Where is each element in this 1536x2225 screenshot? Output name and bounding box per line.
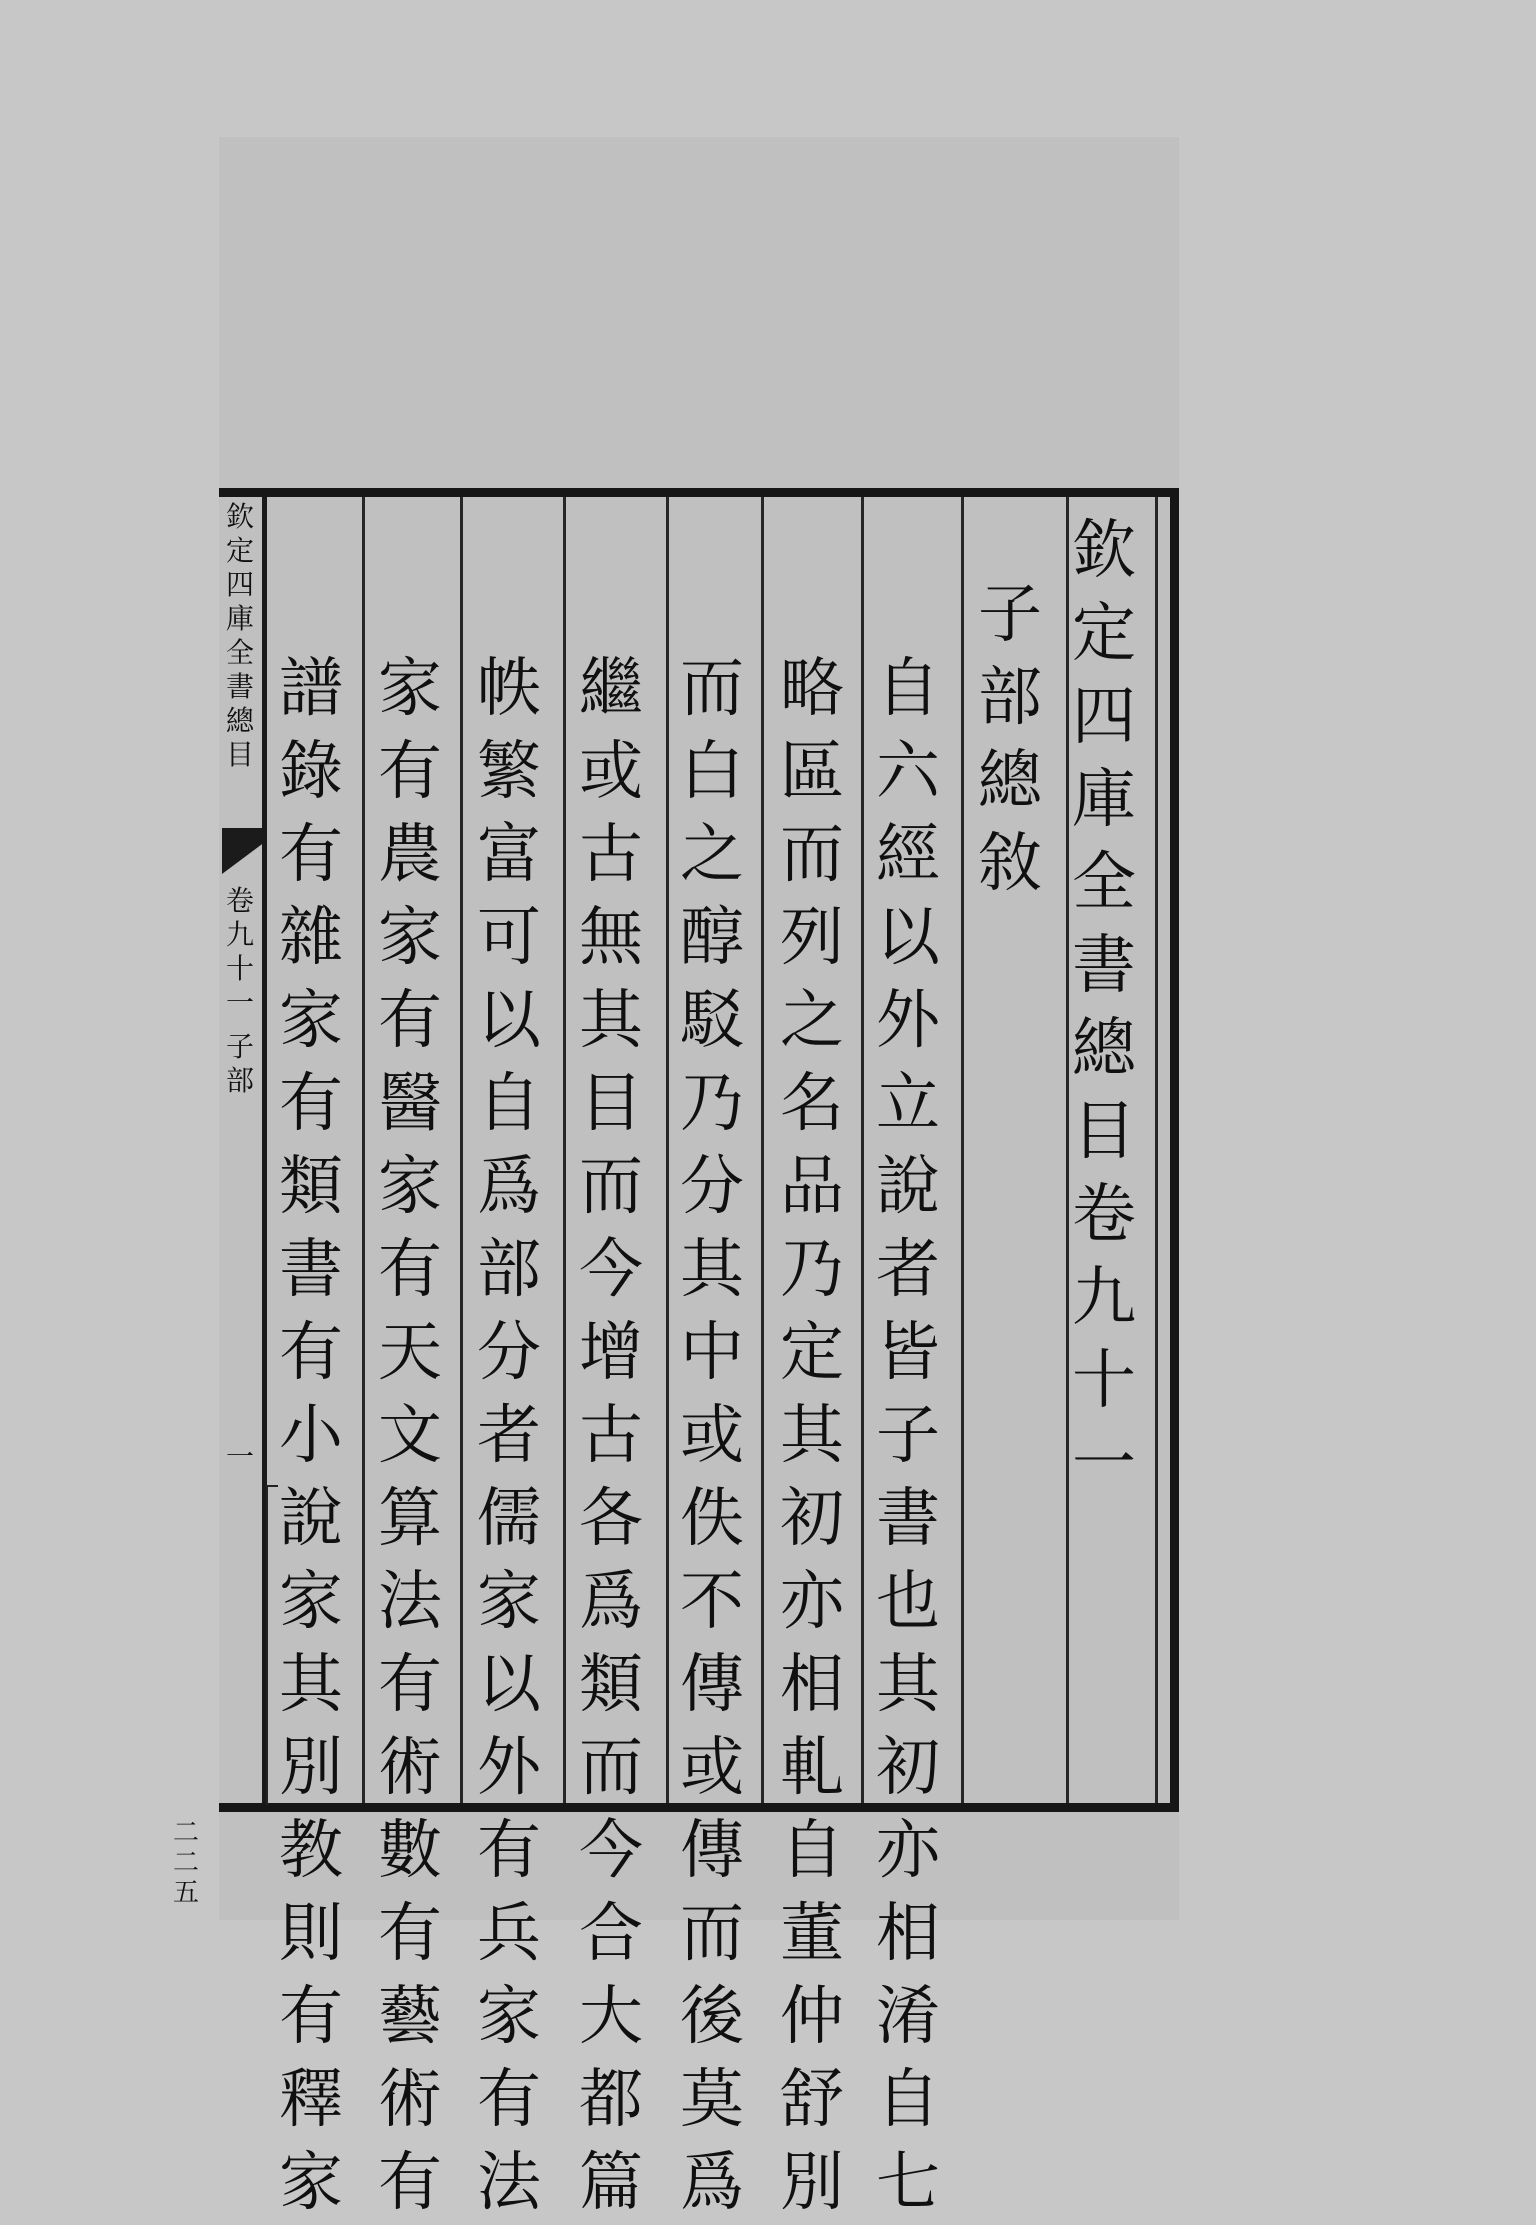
- glyph: 繼: [579, 652, 643, 726]
- glyph: 定: [780, 1316, 844, 1390]
- glyph: 有: [477, 2063, 541, 2137]
- glyph: 分: [477, 1316, 541, 1390]
- glyph: 其: [876, 1648, 940, 1722]
- glyph: 則: [279, 1897, 343, 1971]
- glyph: 莫: [680, 2063, 744, 2137]
- glyph: 卷: [1072, 1178, 1136, 1252]
- glyph: 而: [579, 1731, 643, 1805]
- body-text-column: [271, 648, 351, 2225]
- column-rule: [362, 497, 365, 1803]
- glyph: 九: [1072, 1261, 1136, 1335]
- column-rule: [961, 497, 964, 1803]
- glyph: 無: [579, 901, 643, 975]
- glyph: 初: [780, 1482, 844, 1556]
- body-text-column: [370, 648, 450, 2225]
- glyph: 舒: [780, 2063, 844, 2137]
- glyph: 相: [876, 1897, 940, 1971]
- glyph: 皆: [876, 1316, 940, 1390]
- glyph: 乃: [680, 1067, 744, 1141]
- body-text-column: [571, 648, 651, 2225]
- glyph: 部: [477, 1233, 541, 1307]
- glyph: 以: [876, 901, 940, 975]
- glyph: 目: [579, 1067, 643, 1141]
- glyph: 初: [876, 1731, 940, 1805]
- glyph: 書: [1072, 929, 1136, 1003]
- glyph: 有: [378, 1233, 442, 1307]
- column-rule: [761, 497, 764, 1803]
- glyph: 或: [579, 735, 643, 809]
- glyph: 子: [225, 1030, 254, 1063]
- glyph: 有: [378, 1648, 442, 1722]
- glyph: 有: [279, 818, 343, 892]
- glyph: 爲: [680, 2146, 744, 2220]
- glyph: 而: [579, 1150, 643, 1224]
- margin-section-name: [220, 1030, 260, 1098]
- glyph: 傳: [680, 1648, 744, 1722]
- glyph: 仲: [780, 1980, 844, 2054]
- glyph: 家: [378, 652, 442, 726]
- glyph: 有: [378, 2146, 442, 2220]
- body-text-column: [672, 648, 752, 2225]
- glyph: 家: [279, 984, 343, 1058]
- glyph: 術: [378, 2063, 442, 2137]
- glyph: 兵: [477, 1897, 541, 1971]
- glyph: 之: [680, 818, 744, 892]
- glyph: 文: [378, 1399, 442, 1473]
- glyph: 合: [579, 1897, 643, 1971]
- glyph: 算: [378, 1482, 442, 1556]
- glyph: 十: [225, 952, 254, 985]
- glyph: 其: [579, 984, 643, 1058]
- glyph: 自: [876, 2063, 940, 2137]
- glyph: 爲: [579, 1565, 643, 1639]
- glyph: 駁: [680, 984, 744, 1058]
- glyph: 不: [680, 1565, 744, 1639]
- glyph: 繁: [477, 735, 541, 809]
- glyph: 家: [378, 1150, 442, 1224]
- glyph: 敘: [978, 827, 1042, 901]
- glyph: 目: [1072, 1095, 1136, 1169]
- glyph: 以: [477, 984, 541, 1058]
- glyph: 農: [378, 818, 442, 892]
- glyph: 立: [876, 1067, 940, 1141]
- glyph: 小: [279, 1399, 343, 1473]
- glyph: 說: [876, 1150, 940, 1224]
- glyph: 亦: [780, 1565, 844, 1639]
- glyph: 軋: [780, 1731, 844, 1805]
- glyph: 一: [1072, 1427, 1136, 1501]
- glyph: 醫: [378, 1067, 442, 1141]
- glyph: 一: [225, 986, 254, 1019]
- glyph: 區: [780, 735, 844, 809]
- glyph: 而: [780, 818, 844, 892]
- glyph: 乃: [780, 1233, 844, 1307]
- glyph: 二: [172, 1818, 199, 1848]
- glyph: 書: [279, 1233, 343, 1307]
- glyph: 今: [579, 1233, 643, 1307]
- glyph: 可: [477, 901, 541, 975]
- glyph: 釋: [279, 2063, 343, 2137]
- glyph: 列: [780, 901, 844, 975]
- glyph: 古: [579, 818, 643, 892]
- glyph: 古: [579, 1399, 643, 1473]
- glyph: 品: [780, 1150, 844, 1224]
- glyph: 其: [780, 1399, 844, 1473]
- glyph: 目: [225, 738, 254, 771]
- glyph: 錄: [279, 735, 343, 809]
- glyph: 定: [1072, 597, 1136, 671]
- glyph: 藝: [378, 1980, 442, 2054]
- glyph: 有: [279, 1316, 343, 1390]
- glyph: 篇: [579, 2146, 643, 2220]
- glyph: 之: [780, 984, 844, 1058]
- glyph: 庫: [225, 602, 254, 635]
- column-rule: [666, 497, 669, 1803]
- glyph: 天: [378, 1316, 442, 1390]
- glyph: 法: [477, 2146, 541, 2220]
- glyph: 五: [172, 1878, 199, 1908]
- glyph: 卷: [225, 884, 254, 917]
- glyph: 帙: [477, 652, 541, 726]
- glyph: 董: [780, 1897, 844, 1971]
- glyph: 自: [477, 1067, 541, 1141]
- margin-box: [266, 1485, 278, 1805]
- glyph: 都: [579, 2063, 643, 2137]
- glyph: 富: [477, 818, 541, 892]
- margin-leaf-number: [220, 1440, 260, 1474]
- glyph: 全: [1072, 846, 1136, 920]
- glyph: 各: [579, 1482, 643, 1556]
- glyph: 醇: [680, 901, 744, 975]
- column-rule: [460, 497, 463, 1803]
- glyph: 數: [378, 1814, 442, 1888]
- glyph: 法: [378, 1565, 442, 1639]
- glyph: 七: [876, 2146, 940, 2220]
- glyph: 家: [477, 1980, 541, 2054]
- glyph: 其: [680, 1233, 744, 1307]
- section-heading-column: [970, 574, 1050, 906]
- glyph: 中: [680, 1316, 744, 1390]
- glyph: 家: [279, 2146, 343, 2220]
- glyph: 家: [279, 1565, 343, 1639]
- glyph: 後: [680, 1980, 744, 2054]
- glyph: 有: [378, 984, 442, 1058]
- glyph: 或: [680, 1399, 744, 1473]
- glyph: 全: [225, 636, 254, 669]
- glyph: 佚: [680, 1482, 744, 1556]
- glyph: 雜: [279, 901, 343, 975]
- glyph: 有: [279, 1067, 343, 1141]
- glyph: 二: [172, 1848, 199, 1878]
- glyph: 別: [279, 1731, 343, 1805]
- glyph: 九: [225, 918, 254, 951]
- glyph: 欽: [1072, 514, 1136, 588]
- glyph: 部: [978, 661, 1042, 735]
- glyph: 家: [378, 901, 442, 975]
- glyph: 別: [780, 2146, 844, 2220]
- glyph: 外: [477, 1731, 541, 1805]
- glyph: 四: [1072, 680, 1136, 754]
- glyph: 書: [876, 1482, 940, 1556]
- margin-book-title: [220, 500, 260, 772]
- glyph: 類: [279, 1150, 343, 1224]
- body-text-column: [469, 648, 549, 2225]
- glyph: 總: [1072, 1012, 1136, 1086]
- column-rule: [861, 497, 864, 1803]
- glyph: 白: [680, 735, 744, 809]
- glyph: 自: [876, 652, 940, 726]
- glyph: 譜: [279, 652, 343, 726]
- glyph: 有: [477, 1814, 541, 1888]
- glyph: 總: [978, 744, 1042, 818]
- glyph: 有: [378, 735, 442, 809]
- glyph: 傳: [680, 1814, 744, 1888]
- glyph: 淆: [876, 1980, 940, 2054]
- glyph: 子: [876, 1399, 940, 1473]
- page-number: [170, 1818, 202, 1908]
- glyph: 略: [780, 652, 844, 726]
- glyph: 者: [876, 1233, 940, 1307]
- glyph: 外: [876, 984, 940, 1058]
- glyph: 一: [225, 1440, 254, 1473]
- glyph: 教: [279, 1814, 343, 1888]
- glyph: 子: [978, 578, 1042, 652]
- glyph: 亦: [876, 1814, 940, 1888]
- margin-volume-number: [220, 884, 260, 1020]
- column-rule: [1155, 497, 1158, 1803]
- glyph: 總: [225, 704, 254, 737]
- glyph: 有: [279, 1980, 343, 2054]
- glyph: 今: [579, 1814, 643, 1888]
- glyph: 大: [579, 1980, 643, 2054]
- glyph: 分: [680, 1150, 744, 1224]
- glyph: 爲: [477, 1150, 541, 1224]
- glyph: 類: [579, 1648, 643, 1722]
- glyph: 以: [477, 1648, 541, 1722]
- glyph: 其: [279, 1648, 343, 1722]
- glyph: 者: [477, 1399, 541, 1473]
- body-text-column: [772, 648, 852, 2225]
- glyph: 也: [876, 1565, 940, 1639]
- glyph: 欽: [225, 500, 254, 533]
- glyph: 相: [780, 1648, 844, 1722]
- glyph: 十: [1072, 1344, 1136, 1418]
- glyph: 四: [225, 568, 254, 601]
- glyph: 六: [876, 735, 940, 809]
- glyph: 儒: [477, 1482, 541, 1556]
- column-rule: [563, 497, 566, 1803]
- glyph: 庫: [1072, 763, 1136, 837]
- glyph: 名: [780, 1067, 844, 1141]
- volume-title-column: [1064, 510, 1144, 1506]
- body-text-column: [868, 648, 948, 2225]
- glyph: 經: [876, 818, 940, 892]
- glyph: 定: [225, 534, 254, 567]
- glyph: 而: [680, 652, 744, 726]
- glyph: 而: [680, 1897, 744, 1971]
- glyph: 術: [378, 1731, 442, 1805]
- glyph: 有: [378, 1897, 442, 1971]
- glyph: 部: [225, 1064, 254, 1097]
- glyph: 自: [780, 1814, 844, 1888]
- glyph: 增: [579, 1316, 643, 1390]
- glyph: 說: [279, 1482, 343, 1556]
- glyph: 或: [680, 1731, 744, 1805]
- glyph: 書: [225, 670, 254, 703]
- glyph: 家: [477, 1565, 541, 1639]
